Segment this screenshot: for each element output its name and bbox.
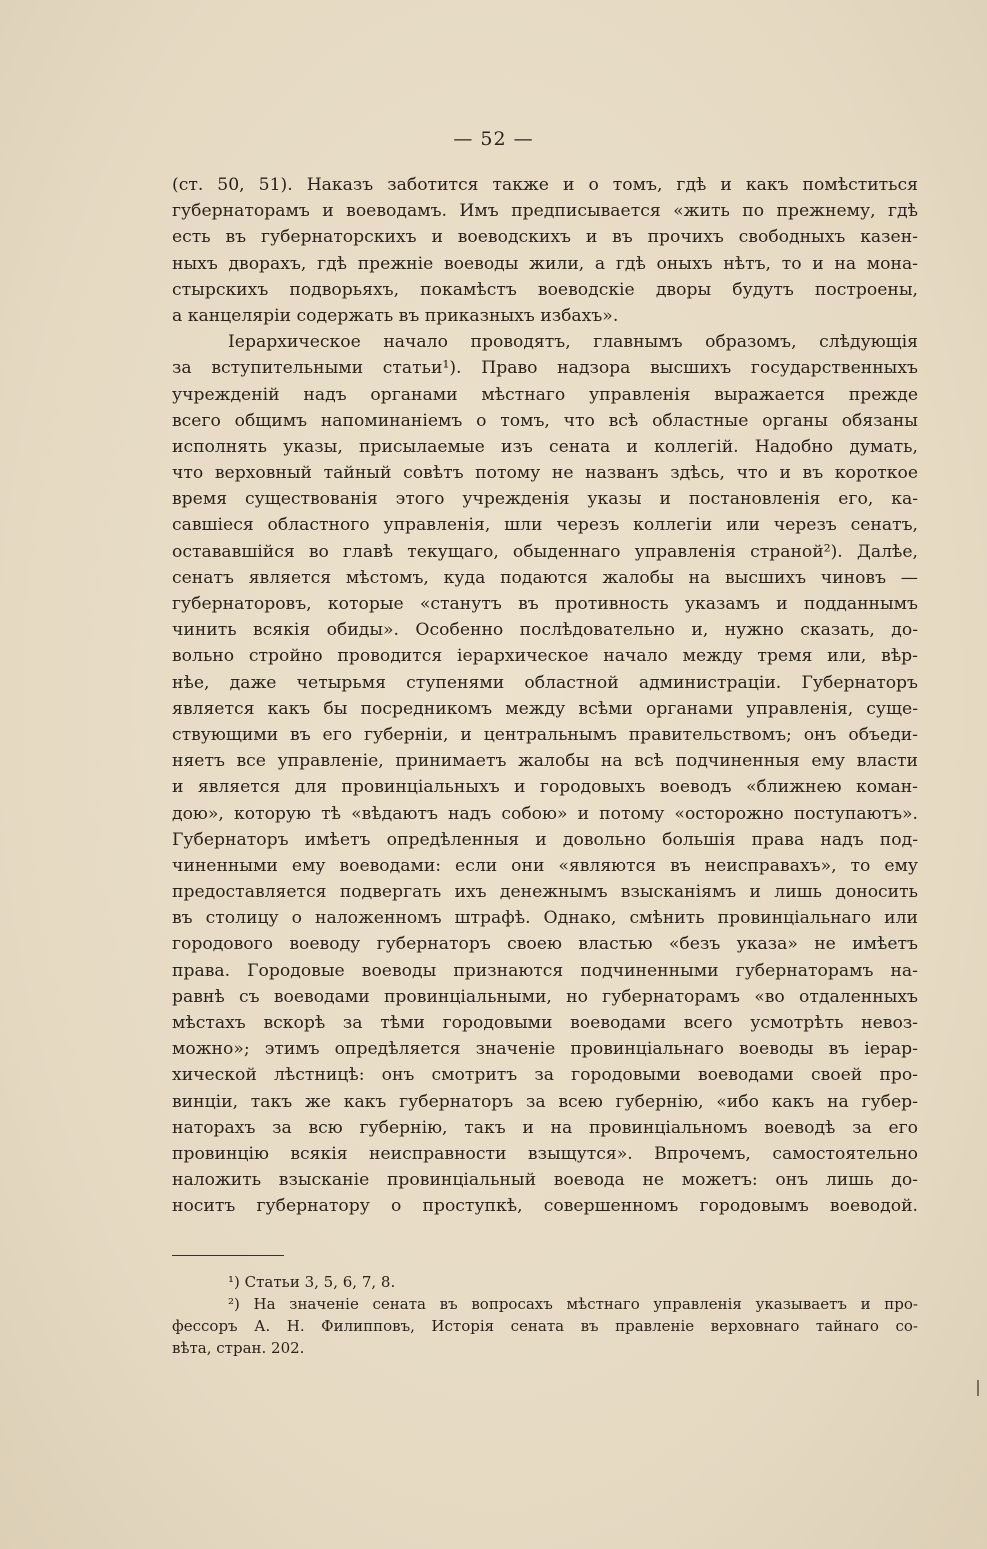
text-line: время существованія этого учрежденія указы и постановленія его, ка- [172, 489, 918, 510]
footnote-line: фессоръ А. Н. Филипповъ, Исторія сената въ правленіе верховнаго тайнаго со- [172, 1317, 918, 1335]
text-line: а канцеляріи содержать въ приказныхъ избахъ». [172, 305, 619, 326]
text-line: наторахъ за всю губернію, такъ и на провинціальномъ воеводѣ за его [172, 1117, 918, 1138]
text-line: и является для провинціальныхъ и городовыхъ воеводъ «ближнею коман- [172, 777, 918, 798]
text-line: чиненными ему воеводами: если они «являются въ неисправахъ», то ему [172, 855, 918, 876]
text-line: ствующими въ его губерніи, и центральнымъ правительствомъ; онъ объеди- [172, 724, 918, 745]
text-line: носитъ губернатору о проступкѣ, совершенномъ городовымъ воеводой. [172, 1196, 918, 1217]
text-line: чинить всякія обиды». Особенно послѣдовательно и, нужно сказать, до- [172, 620, 918, 641]
main-text [172, 172, 918, 1220]
text-line: предоставляется подвергать ихъ денежнымъ взысканіямъ и лишь доносить [172, 882, 918, 903]
text-line: является какъ бы посредникомъ между всѣми органами управленія, суще- [172, 698, 918, 719]
text-line: хической лѣстницѣ: онъ смотритъ за городовыми воеводами своей про- [172, 1065, 918, 1086]
text-line: няетъ все управленіе, принимаетъ жалобы на всѣ подчиненныя ему власти [172, 751, 918, 772]
text-line: въ столицу о наложенномъ штрафѣ. Однако, смѣнить провинціальнаго или [172, 908, 918, 929]
text-line: городового воеводу губернаторъ своею властью «безъ указа» не имѣетъ [172, 934, 918, 955]
footnote-line: вѣта, стран. 202. [172, 1339, 305, 1357]
footnote-line: ²) На значеніе сената въ вопросахъ мѣстнаго управленія указываетъ и про- [228, 1295, 918, 1313]
text-line: губернаторамъ и воеводамъ. Имъ предписывается «жить по прежнему, гдѣ [172, 201, 918, 222]
text-line: можно»; этимъ опредѣляется значеніе провинціальнаго воеводы въ іерар- [172, 1039, 918, 1060]
footnotes [172, 1271, 918, 1359]
text-line: губернаторовъ, которые «станутъ въ противность указамъ и подданнымъ [172, 594, 918, 614]
text-line: (ст. 50, 51). Наказъ заботится также и о томъ, гдѣ и какъ помѣститься [172, 175, 918, 195]
text-line: дою», которую тѣ «вѣдаютъ надъ собою» и потому «осторожно поступаютъ». [172, 803, 918, 824]
footnote-separator [172, 1255, 284, 1256]
text-line: что верховный тайный совѣтъ потому не названъ здѣсь, что и въ короткое [172, 463, 918, 484]
text-line: равнѣ съ воеводами провинціальными, но губернаторамъ «во отдаленныхъ [172, 986, 918, 1007]
text-line: нѣе, даже четырьмя ступенями областной администраціи. Губернаторъ [172, 672, 918, 693]
text-line: вольно стройно проводится іерархическое начало между тремя или, вѣр- [172, 646, 918, 667]
text-line: за вступительными статьи¹). Право надзора высшихъ государственныхъ [172, 358, 918, 379]
text-line: Іерархическое начало проводятъ, главнымъ образомъ, слѣдующія [228, 332, 918, 353]
text-line: провинцію всякія неисправности взыщутся». Впрочемъ, самостоятельно [172, 1143, 918, 1164]
text-line: винціи, такъ же какъ губернаторъ за всею губернію, «ибо какъ на губер- [172, 1091, 918, 1112]
text-line: наложить взысканіе провинціальный воевода не можетъ: онъ лишь до- [172, 1170, 918, 1191]
text-line: исполнять указы, присылаемые изъ сената и коллегій. Надобно думать, [172, 436, 918, 457]
text-line: Губернаторъ имѣетъ опредѣленныя и довольно большія права надъ под- [172, 829, 918, 850]
footnote-line: ¹) Статьи 3, 5, 6, 7, 8. [228, 1273, 396, 1291]
text-line: савшіеся областного управленія, шли черезъ коллегіи или черезъ сенатъ, [172, 515, 918, 536]
text-line: стырскихъ подворьяхъ, покамѣстъ воеводскіе дворы будутъ построены, [172, 279, 918, 300]
text-line: остававшійся во главѣ текущаго, обыденнаго управленія страной²). Далѣе, [172, 541, 918, 562]
text-line: мѣстахъ вскорѣ за тѣми городовыми воеводами всего усмотрѣть невоз- [172, 1013, 918, 1033]
text-line: есть въ губернаторскихъ и воеводскихъ и въ прочихъ свободныхъ казен- [172, 227, 918, 248]
page-number: — 52 — [453, 128, 534, 150]
text-line: сенатъ является мѣстомъ, куда подаются жалобы на высшихъ чиновъ — [172, 567, 918, 588]
text-line: всего общимъ напоминаніемъ о томъ, что всѣ областные органы обязаны [172, 410, 918, 431]
text-line: ныхъ дворахъ, гдѣ прежніе воеводы жили, а гдѣ оныхъ нѣтъ, то и на мона- [172, 253, 918, 274]
text-line: права. Городовые воеводы признаются подчиненными губернаторамъ на- [172, 960, 918, 981]
page-edge-mark [977, 1380, 979, 1396]
text-line: учрежденій надъ органами мѣстнаго управленія выражается прежде [172, 384, 918, 405]
